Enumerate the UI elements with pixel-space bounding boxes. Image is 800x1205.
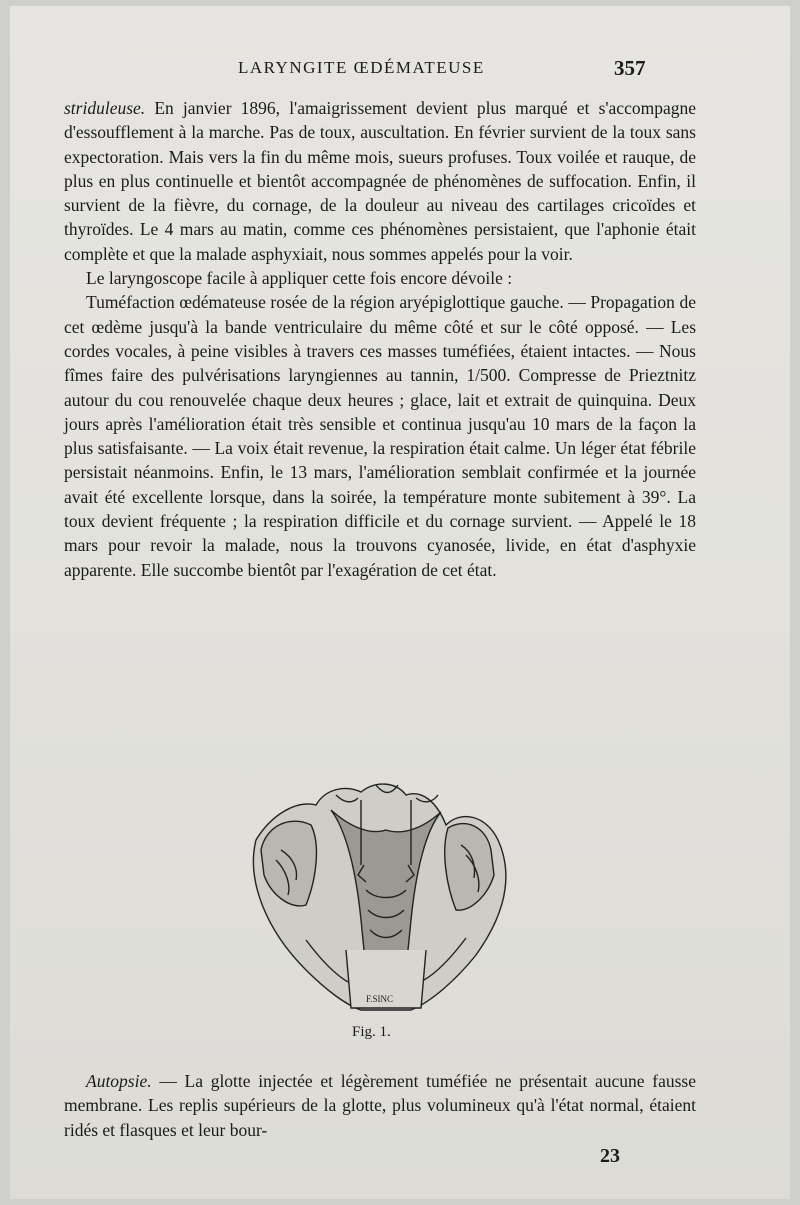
running-title: LARYNGITE ŒDÉMATEUSE: [238, 58, 485, 77]
page-header: [0, 58, 800, 82]
body-text: [64, 96, 696, 582]
larynx-engraving: [236, 770, 536, 1030]
paragraph-2: Le laryngoscope facile à appliquer cette fois encore dévoile :: [86, 268, 513, 289]
paragraph-1-text: En janvier 1896, l'amaigrissement devient plus marqué et s'accompagne d'essoufflement à la marche. Pas de toux, auscultation. En février survient de la toux sans expectoration. Mais vers la fin du même mois, sueurs profuses. Toux voilée et rauque, de plus en plus continuelle et bientôt accompagnée de phénomènes de suffocation. Enfin, il survient de la fièvre, du cornage, de la douleur au niveau des cartilages cricoïdes et thyroïdes. Le 4 mars au matin, comme ces phénomènes persistaient, que l'aphonie était complète et que la malade asphyxiait, nous sommes appelés pour la voir.: [64, 98, 696, 264]
paragraph-1-lead: striduleuse.: [64, 98, 146, 118]
autopsy-paragraph-text: — La glotte injectée et légèrement tuméfiée ne présentait aucune fausse membrane. Les replis supérieurs de la glotte, plus volumineux qu'à l'état normal, étaient ridés et flasques et leur bour-: [64, 1071, 696, 1140]
larynx-illustration: [236, 770, 536, 1020]
paragraph-3: Tuméfaction œdémateuse rosée de la région aryépiglottique gauche. — Propagation de cet œdème jusqu'à la bande ventriculaire du même côté et sur le côté opposé. — Les cordes vocales, à peine visibles à travers ces masses tuméfiées, étaient intactes. — Nous fîmes faire des pulvérisations laryngiennes au tannin, 1/500. Compresse de Prieztnitz autour du cou renouvelée chaque deux heures ; glace, lait et extrait de quinquina. Deux jours après l'amélioration était très sensible et continua jusqu'au 10 mars de la façon la plus satisfaisante. — La voix était revenue, la respiration était calme. Un léger état fébrile persistait néanmoins. Enfin, le 13 mars, l'amélioration semblait confirmée et la journée avait été excellente lorsque, dans la soirée, la température monte subitement à 39°. La toux devient fréquente ; la respiration difficile et du cornage survient. — Appelé le 18 mars pour revoir la malade, nous la trouvons cyanosée, livide, en état d'asphyxie apparente. Elle succombe bientôt par l'exagération de cet état.: [64, 292, 696, 580]
paragraph-1: [64, 96, 696, 266]
figure-caption: Fig. 1.: [352, 1024, 391, 1040]
autopsy-text: [64, 1069, 696, 1142]
page-number: 357: [614, 56, 646, 80]
engraver-mark: F.SINC: [366, 994, 394, 1004]
signature-mark: 23: [600, 1145, 620, 1167]
autopsy-paragraph: [64, 1069, 696, 1142]
autopsy-lead: Autopsie.: [86, 1071, 152, 1091]
